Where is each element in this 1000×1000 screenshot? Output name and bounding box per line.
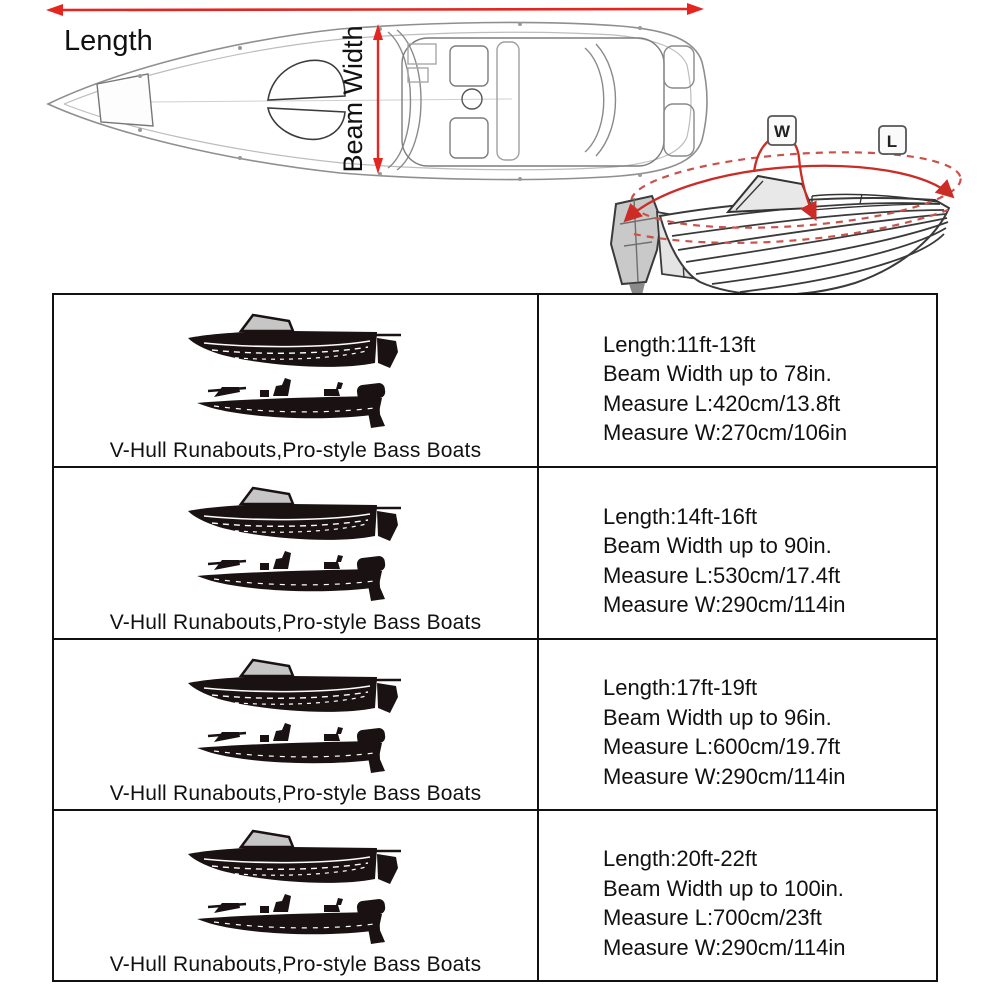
row-caption: V-Hull Runabouts,Pro-style Bass Boats: [109, 953, 482, 976]
spec-measure-w: Measure W:290cm/114in: [603, 592, 846, 618]
size-specs-cell: [539, 811, 936, 980]
length-label: Length: [64, 25, 153, 57]
bassboat-silhouette: [197, 551, 386, 601]
bassboat-silhouette: [197, 894, 386, 944]
beam-width-label: Beam Width: [338, 25, 368, 173]
w-label-box: [768, 116, 796, 145]
table-row-4: [54, 809, 936, 980]
bassboat-silhouette: [197, 723, 386, 773]
length-arrow: [46, 3, 704, 16]
spec-beam: Beam Width up to 78in.: [603, 361, 832, 387]
svg-text:W: W: [773, 122, 791, 141]
boat-types-cell: [54, 640, 539, 809]
spec-beam: Beam Width up to 100in.: [603, 875, 844, 901]
spec-beam: Beam Width up to 96in.: [603, 704, 832, 730]
size-specs-cell: [539, 640, 936, 809]
runabout-silhouette: [188, 831, 401, 884]
svg-text:L: L: [886, 132, 898, 151]
runabout-silhouette: [188, 660, 401, 713]
spec-length: Length:20ft-22ft: [603, 846, 758, 872]
boat-silhouettes: [54, 473, 539, 613]
boat-types-cell: [54, 295, 539, 466]
bow-hatch: [97, 74, 153, 126]
size-table: [52, 293, 938, 982]
boat-silhouettes: [54, 645, 539, 785]
table-row-3: [54, 638, 936, 809]
boat-silhouettes: [54, 816, 539, 956]
row-caption: V-Hull Runabouts,Pro-style Bass Boats: [109, 610, 482, 634]
spec-measure-l: Measure L:600cm/19.7ft: [603, 734, 841, 760]
boat-silhouettes: [54, 300, 539, 440]
table-row-1: [54, 295, 936, 466]
row-caption: V-Hull Runabouts,Pro-style Bass Boats: [109, 439, 482, 463]
size-specs-cell: [539, 295, 936, 466]
spec-measure-l: Measure L:700cm/23ft: [603, 905, 822, 931]
l-label-box: [879, 126, 906, 154]
spec-length: Length:11ft-13ft: [603, 331, 756, 357]
boat-cover-sketch: [600, 92, 1000, 302]
size-specs-cell: [539, 468, 936, 637]
spec-measure-w: Measure W:290cm/114in: [603, 763, 846, 789]
table-row-2: [54, 466, 936, 637]
spec-length: Length:14ft-16ft: [603, 503, 758, 529]
spec-measure-l: Measure L:530cm/17.4ft: [603, 562, 841, 588]
spec-measure-w: Measure W:270cm/106in: [603, 420, 848, 446]
spec-length: Length:17ft-19ft: [603, 675, 758, 701]
spec-beam: Beam Width up to 90in.: [603, 533, 832, 559]
boat-types-cell: [54, 811, 539, 980]
bassboat-silhouette: [197, 378, 386, 428]
boat-types-cell: [54, 468, 539, 637]
spec-measure-w: Measure W:290cm/114in: [603, 934, 846, 960]
runabout-silhouette: [188, 315, 401, 368]
spec-measure-l: Measure L:420cm/13.8ft: [603, 390, 841, 416]
row-caption: V-Hull Runabouts,Pro-style Bass Boats: [109, 781, 482, 805]
runabout-silhouette: [188, 488, 401, 541]
